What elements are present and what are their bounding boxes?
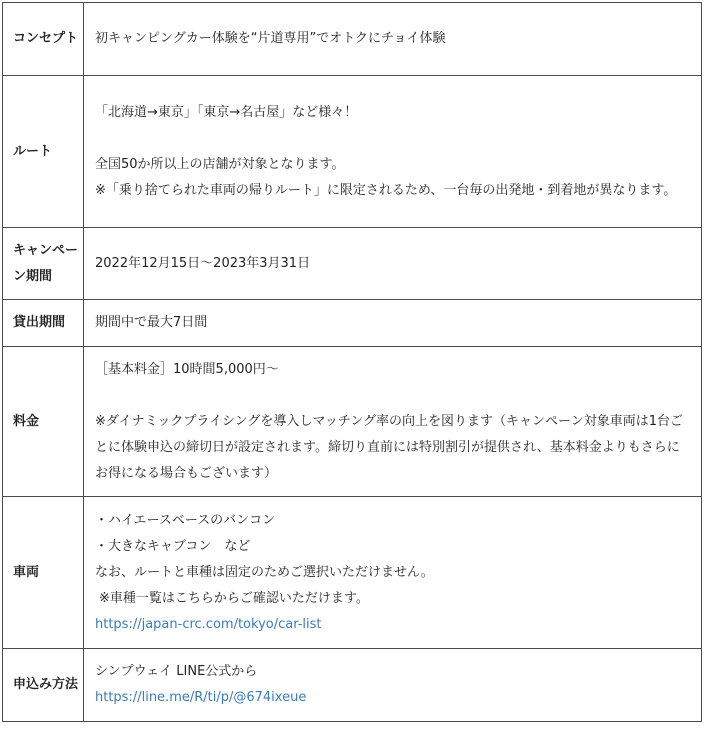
table-row — [3, 300, 702, 347]
info-table — [2, 2, 702, 722]
row-value-price — [84, 347, 702, 497]
row-label-apply: 申込み方法 — [3, 649, 84, 722]
table-row — [3, 228, 702, 300]
table-row — [3, 76, 702, 228]
table-row — [3, 347, 702, 497]
table-row — [3, 497, 702, 649]
campaign-period-text: 2022年12月15日〜2023年3月31日 — [95, 255, 311, 271]
row-value-campaign-period — [84, 228, 702, 300]
vehicle-list-note: ※車種一覧はこちらからご確認いただけます。 — [99, 590, 369, 606]
route-stores-text: 全国50か所以上の店舗が対象となります。 — [95, 156, 345, 172]
table-row — [3, 3, 702, 76]
row-label-campaign-period: キャンペーン期間 — [3, 228, 84, 300]
table-row — [3, 649, 702, 722]
row-value-route — [84, 76, 702, 228]
base-price-text: ［基本料金］10時間5,000円〜 — [95, 361, 279, 377]
row-label-rental-period: 貸出期間 — [3, 300, 84, 347]
route-note-text: ※「乗り捨てられた車両の帰りルート」に限定されるため、一台毎の出発地・到着地が異なります。 — [95, 182, 677, 198]
row-label-concept: コンセプト — [3, 3, 84, 76]
rental-period-text: 期間中で最大7日間 — [95, 315, 208, 330]
row-value-vehicle — [84, 497, 702, 649]
row-label-vehicle: 車両 — [3, 497, 84, 649]
vehicle-item-2: ・大きなキャブコン など — [95, 538, 251, 554]
row-value-rental-period — [84, 300, 702, 347]
row-value-apply — [84, 649, 702, 722]
vehicle-item-1: ・ハイエースベースのバンコン — [95, 512, 276, 528]
row-label-price: 料金 — [3, 347, 84, 497]
car-list-link[interactable]: https://japan-crc.com/tokyo/car-list — [95, 616, 322, 632]
pricing-note-text: ※ダイナミックプライシングを導入しマッチング率の向上を図ります（キャンペーン対象車両は1台ごとに体験申込の締切日が設定されます。締切り直前には特別割引が提供され、基本料金よりもさらにお得になる場合もございます） — [95, 413, 683, 481]
vehicle-note: なお、ルートと車種は固定のためご選択いただけません。 — [95, 564, 434, 580]
row-label-route: ルート — [3, 76, 84, 228]
concept-text: 初キャンピングカー体験を“片道専用”でオトクにチョイ体験 — [95, 31, 446, 46]
route-text: 「北海道→東京」「東京→名古屋」など様々！ — [95, 104, 358, 120]
line-link[interactable]: https://line.me/R/ti/p/@674ixeue — [95, 690, 307, 705]
apply-text: シンプウェイ LINE公式から — [95, 664, 258, 679]
row-value-concept — [84, 3, 702, 76]
